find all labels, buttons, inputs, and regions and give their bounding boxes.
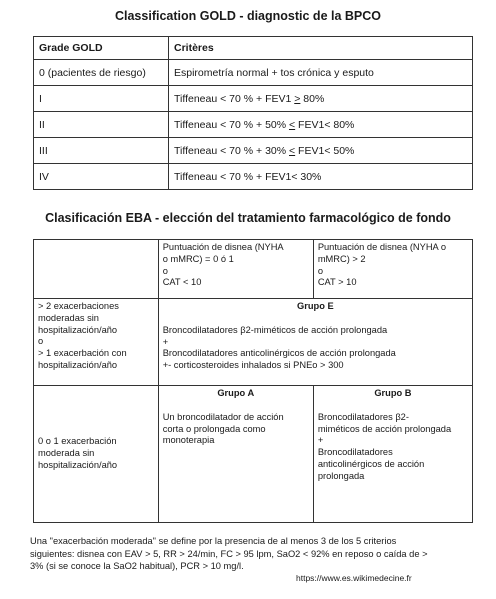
cell-line: + [317,435,324,446]
cell-line: moderada sin [38,448,95,459]
footnote-line: 3% (si se conoce la SaO2 habitual), PCR > 10 mg/l. [30,561,244,571]
cell-line: miméticos de acción prolongada [317,423,452,434]
criteria-symbol: > [294,92,301,105]
criteria-text: Tiffeneau < 70 % + 50% [174,118,289,131]
cell-line: mMRC) > 2 [317,253,366,264]
criteria-cell [169,138,473,164]
criteria-cell [169,60,473,86]
source-url: https://www.es.wikimedecine.fr [296,573,412,583]
cell-line: o [317,265,323,276]
table-row [34,86,473,112]
cell-line: 0 o 1 exacerbación [38,436,117,447]
criteria-cell [169,164,473,190]
cell-line: Broncodilatadores β2-miméticos de acción prolongada [162,324,388,335]
cell-line: Puntuación de disnea (NYHA [162,242,284,252]
grade-cell: II [34,112,169,138]
exacerbations-low-label [34,386,159,523]
eba-row-frequent-exacerbations [34,299,473,386]
cell-line: > 1 exacerbación con [38,348,127,359]
cell-line: hospitalización/año [38,459,118,470]
cell-line: corta o prolongada como [162,423,266,434]
cell-line: o [38,336,44,347]
group-e-cell [158,299,472,386]
cell-line: anticolinérgicos de acción [317,458,425,469]
criteria-cell [169,112,473,138]
cell-line: Broncodilatadores anticolinérgicos de acción prolongada [162,348,396,359]
criteria-text: Tiffeneau < 70 % + FEV1< 30% [174,170,322,183]
grade-cell: III [34,138,169,164]
dyspnea-high-cell [313,240,472,299]
empty-corner-cell [34,240,159,299]
gold-table-title: Classification GOLD - diagnostic de la BPCO [114,9,381,23]
group-b-title: Grupo B [374,388,412,398]
cell-line: CAT < 10 [162,277,202,288]
cell-line: o [162,265,168,276]
cell-line: monoterapia [162,435,215,446]
criteria-symbol: < [289,144,296,157]
footnote-line: Una "exacerbación moderada" se define por la presencia de al menos 3 de los 5 criterios [30,536,397,546]
eba-table-title: Clasificación EBA - elección del tratamiento farmacológico de fondo [45,211,451,225]
table-row [34,164,473,190]
group-a-title: Grupo A [217,388,255,398]
cell-line: Broncodilatadores β2- [317,411,409,422]
criteria-text-end: 80% [300,92,325,105]
group-e-title: Grupo E [297,301,334,311]
cell-line: Broncodilatadores [317,447,393,458]
footnote-line: siguientes: disnea con EAV > 5, RR > 24/min, FC > 95 lpm, SaO2 < 92% en reposo o caída de > [30,548,428,559]
cell-line: Un broncodilatador de acción [162,411,284,422]
cell-line: +- corticosteroides inhalados si PNEo > 300 [162,360,344,371]
criteria-text-end: FEV1< 50% [295,144,355,157]
table-row [34,138,473,164]
cell-line: moderadas sin [38,312,99,323]
grade-cell: I [34,86,169,112]
exacerbations-high-label [34,299,159,386]
footnote [30,535,470,573]
eba-classification-table [33,239,473,523]
criteria-text: Tiffeneau < 70 % + FEV1 [174,92,295,105]
cell-line: > 2 exacerbaciones [38,301,119,311]
gold-classification-table [33,36,473,190]
cell-line: CAT > 10 [317,277,357,288]
criteria-symbol: < [289,118,296,131]
table-row [34,112,473,138]
eba-header-row [34,240,473,299]
cell-line: o mMRC) = 0 ó 1 [162,253,234,264]
header-grade: Grade GOLD [34,37,169,60]
criteria-cell [169,86,473,112]
grade-cell: IV [34,164,169,190]
dyspnea-low-cell [158,240,313,299]
cell-line: + [162,336,169,347]
criteria-text: Espirometría normal + tos crónica y esputo [174,66,374,79]
group-a-cell [158,386,313,523]
group-b-cell [313,386,472,523]
cell-line: hospitalización/año [38,359,118,370]
cell-line: prolongada [317,470,365,481]
cell-line: hospitalización/año [38,324,118,335]
criteria-text: Tiffeneau < 70 % + 30% [174,144,289,157]
table-header-row [34,37,473,60]
table-row [34,60,473,86]
criteria-text-end: FEV1< 80% [295,118,355,131]
header-criteria: Critères [169,37,473,60]
eba-row-few-exacerbations [34,386,473,523]
grade-cell: 0 (pacientes de riesgo) [34,60,169,86]
cell-line: Puntuación de disnea (NYHA o [317,242,446,252]
